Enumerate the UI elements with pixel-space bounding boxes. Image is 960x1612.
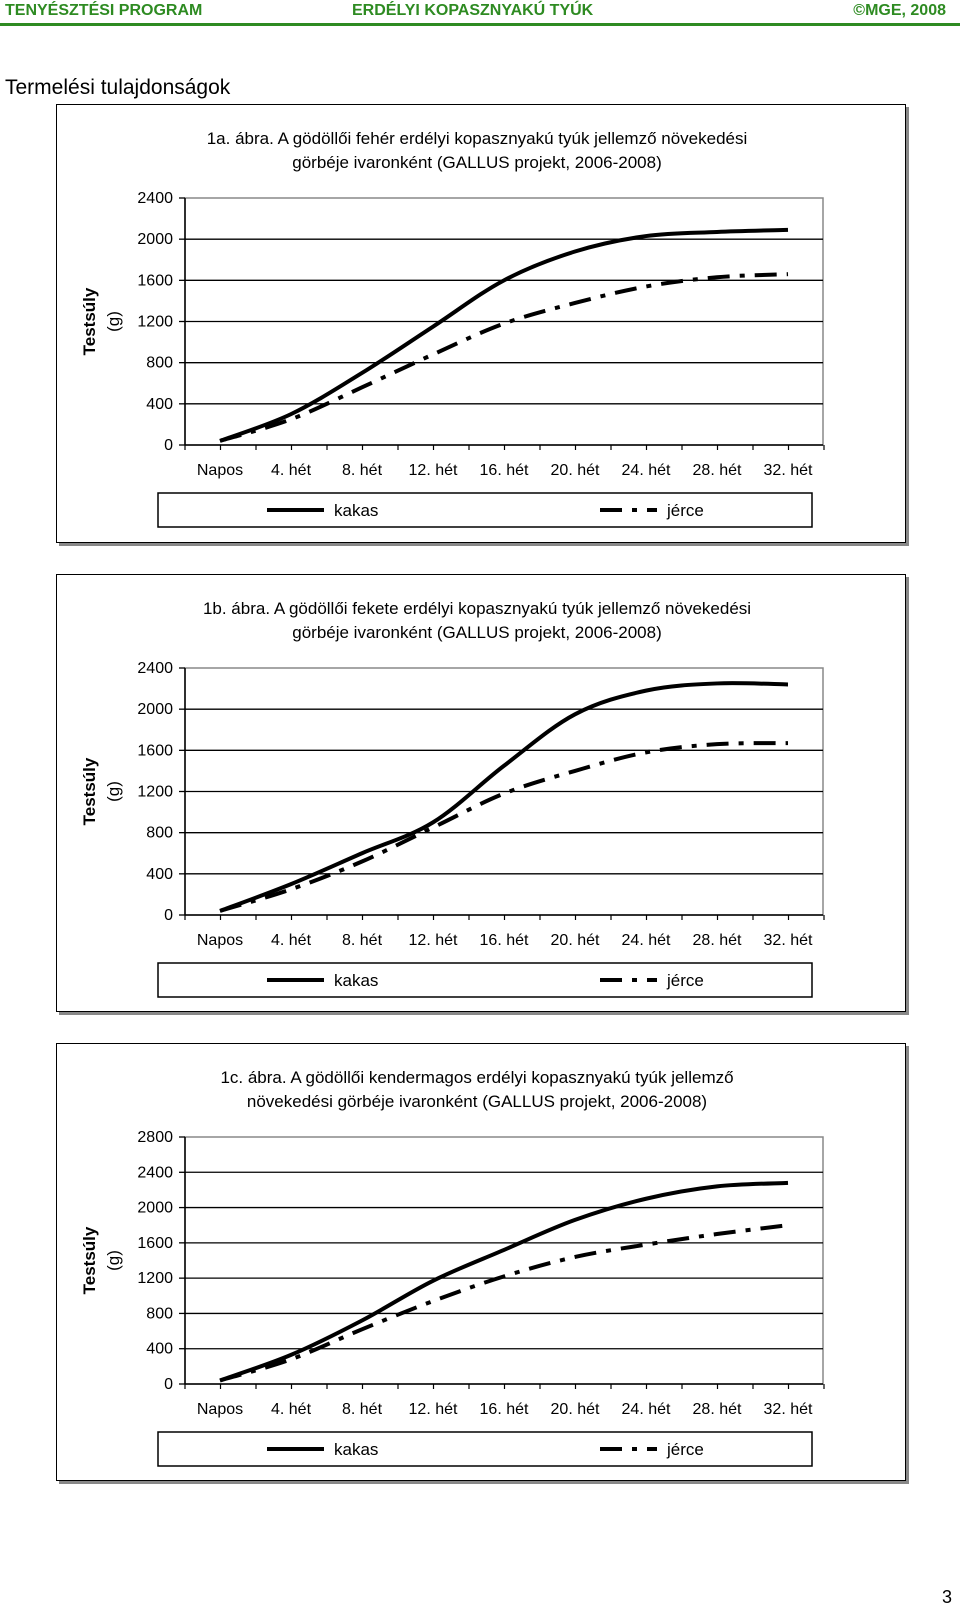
x-tick-label: Napos [196, 932, 244, 949]
legend-label-jérce: jérce [667, 971, 704, 990]
y-axis-label-line1: Testsúly [80, 757, 99, 826]
x-tick-label: 32. hét [763, 1401, 813, 1418]
x-tick-label: 12. hét [408, 932, 458, 949]
legend-label-jérce: jérce [667, 501, 704, 520]
legend [158, 963, 812, 997]
x-tick-label: 4. hét [270, 932, 312, 949]
y-tick-label: 1200 [137, 313, 173, 331]
x-tick-label: 28. hét [692, 1401, 742, 1418]
x-tick-label: 20. hét [550, 1401, 600, 1418]
chart-title-line2: görbéje ivaronként (GALLUS projekt, 2006-2008) [292, 623, 662, 642]
chart-title-line1: 1a. ábra. A gödöllői fehér erdélyi kopasznyakú tyúk jellemző növekedési [206, 129, 748, 148]
y-tick-label: 800 [146, 354, 173, 372]
x-tick-label: 4. hét [270, 1401, 312, 1418]
page-header [0, 0, 960, 22]
y-tick-label: 0 [164, 907, 173, 924]
x-tick-label: Napos [196, 462, 244, 479]
x-tick-label: 32. hét [763, 462, 813, 479]
y-tick-label: 400 [146, 865, 173, 883]
series-line-kakas [220, 1183, 788, 1381]
y-axis-label [80, 1226, 123, 1294]
x-tick-label: 24. hét [621, 932, 671, 949]
y-tick-label: 800 [146, 1305, 173, 1323]
chart-panel-1a [56, 104, 906, 543]
y-axis-label [80, 287, 123, 355]
chart-title-line1: 1c. ábra. A gödöllői kendermagos erdélyi kopasznyakú tyúk jellemző [220, 1068, 734, 1087]
x-tick-label: 20. hét [550, 932, 600, 949]
y-axis-label-line1: Testsúly [80, 1226, 99, 1295]
chart-svg [57, 1044, 905, 1481]
y-axis-label-line1: Testsúly [80, 287, 99, 356]
y-tick-label: 800 [146, 824, 173, 842]
header-rule [0, 23, 960, 26]
y-axis-label-line2: (g) [104, 781, 123, 802]
x-tick-label: 16. hét [479, 1401, 529, 1418]
y-tick-label: 1600 [137, 272, 173, 290]
y-tick-label: 400 [146, 395, 173, 413]
y-tick-label: 2400 [137, 1164, 173, 1182]
chart-title-line2: növekedési görbéje ivaronként (GALLUS projekt, 2006-2008) [246, 1092, 708, 1111]
legend [158, 1432, 812, 1466]
series-line-jérce [220, 274, 788, 441]
x-tick-label: 24. hét [621, 1401, 671, 1418]
page-number: 3 [941, 1587, 952, 1607]
y-axis-label-line2: (g) [104, 311, 123, 332]
y-axis-label [80, 757, 123, 825]
legend-label-kakas: kakas [334, 971, 379, 990]
chart-svg [57, 105, 905, 542]
y-tick-label: 2000 [137, 1199, 173, 1217]
y-tick-label: 0 [164, 1376, 173, 1393]
x-tick-label: 32. hét [763, 932, 813, 949]
legend [158, 493, 812, 527]
y-tick-label: 2400 [137, 190, 173, 207]
x-tick-label: 20. hét [550, 462, 600, 479]
y-tick-label: 1200 [137, 1270, 173, 1288]
header-program: TENYÉSZTÉSI PROGRAM [5, 2, 203, 19]
x-tick-label: 16. hét [479, 932, 529, 949]
y-axis-label-line2: (g) [104, 1250, 123, 1271]
y-tick-label: 2000 [137, 231, 173, 249]
section-title: Termelési tulajdonságok [5, 76, 231, 99]
chart-title-line2: görbéje ivaronként (GALLUS projekt, 2006-2008) [292, 153, 662, 172]
x-tick-label: 8. hét [341, 1401, 383, 1418]
chart-title-line1: 1b. ábra. A gödöllői fekete erdélyi kopasznyakú tyúk jellemző növekedési [202, 599, 752, 618]
chart-panel-1b [56, 574, 906, 1012]
legend-box [158, 963, 812, 997]
legend-box [158, 493, 812, 527]
y-tick-label: 1200 [137, 783, 173, 801]
x-tick-label: 8. hét [341, 932, 383, 949]
x-tick-label: 8. hét [341, 462, 383, 479]
legend-label-kakas: kakas [334, 1440, 379, 1459]
y-tick-label: 2000 [137, 701, 173, 719]
chart-svg [57, 575, 905, 1012]
x-tick-label: 4. hét [270, 462, 312, 479]
plot-area [185, 1137, 823, 1384]
y-tick-label: 2400 [137, 660, 173, 677]
y-tick-label: 400 [146, 1340, 173, 1358]
legend-label-jérce: jérce [667, 1440, 704, 1459]
y-tick-label: 2800 [137, 1129, 173, 1146]
y-tick-label: 0 [164, 437, 173, 454]
x-tick-label: 12. hét [408, 462, 458, 479]
x-tick-label: 28. hét [692, 932, 742, 949]
chart-panel-1c [56, 1043, 906, 1481]
x-tick-label: 16. hét [479, 462, 529, 479]
header-copyright: ©MGE, 2008 [853, 2, 946, 19]
legend-label-kakas: kakas [334, 501, 379, 520]
series-line-kakas [220, 683, 788, 911]
x-tick-label: 24. hét [621, 462, 671, 479]
y-tick-label: 1600 [137, 1234, 173, 1252]
header-breed: ERDÉLYI KOPASZNYAKÚ TYÚK [352, 2, 594, 19]
x-tick-label: Napos [196, 1401, 244, 1418]
series-line-kakas [220, 230, 788, 441]
y-tick-label: 1600 [137, 742, 173, 760]
legend-box [158, 1432, 812, 1466]
x-tick-label: 28. hét [692, 462, 742, 479]
x-tick-label: 12. hét [408, 1401, 458, 1418]
